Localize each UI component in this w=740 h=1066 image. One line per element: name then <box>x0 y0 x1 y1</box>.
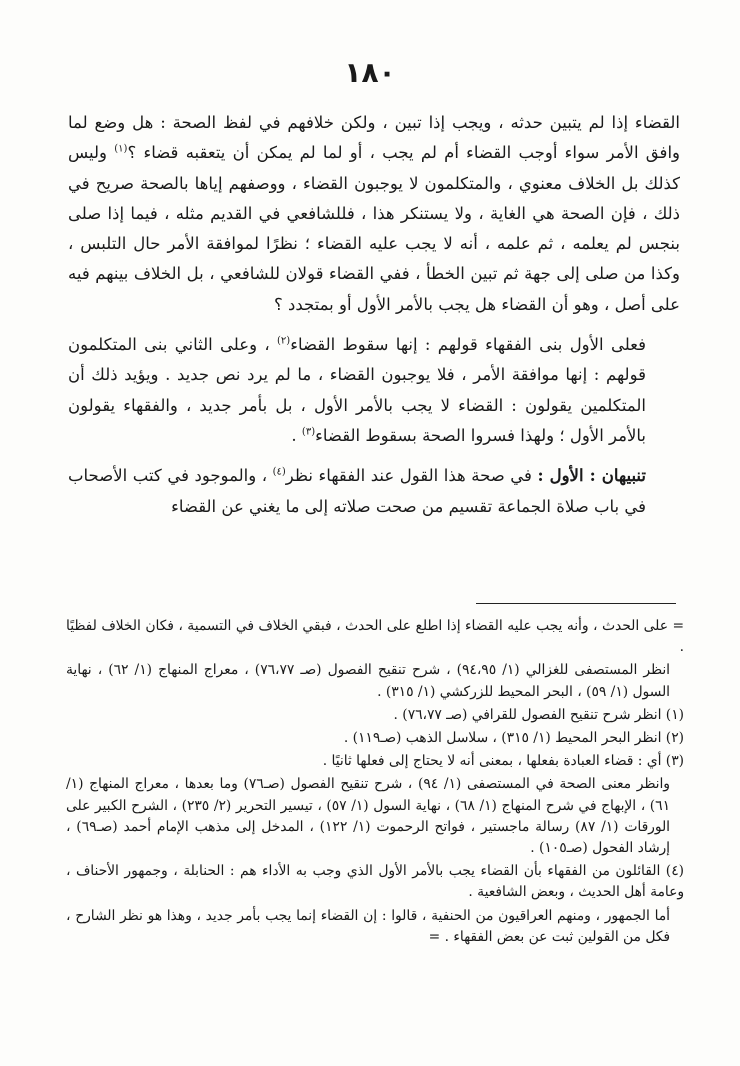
paragraph-2-part-a: فعلى الأول بنى الفقهاء قولهم : إنها سقوط القضاء <box>290 335 647 355</box>
paragraph-3 <box>68 461 680 522</box>
paragraph-1-text: القضاء إذا لم يتبين حدثه ، ويجب إذا تبين ، ولكن خلافهم في لفظ الصحة : هل وضع لما وافق الأمر سواء أوجب القضاء أم لم يجب ، أو لما لم يمكن أن يتعقبه قضاء ؟ <box>68 113 680 163</box>
footnote-4: (٤) القائلون من الفقهاء بأن القضاء يجب بالأمر الأول الذي وجب به الأداء هم : الحنابلة ، وجمهور الأحناف ، وعامة أهل الحديث ، وبعض الشافعية . <box>66 863 684 901</box>
paragraph-1 <box>68 108 680 320</box>
footnote-ref-3: (٣) <box>301 426 316 438</box>
footnote-ref-1: (١) <box>114 143 128 155</box>
page-number: ١٨٠ <box>344 56 396 89</box>
main-text <box>68 108 680 522</box>
footnote-ref-4: (٤) <box>272 466 286 478</box>
footnote-1: (١) انظر شرح تنقيح الفصول للقرافي (صـ ٧٦،٧٧) . <box>393 706 684 723</box>
paragraph-3-part-a: في صحة هذا القول عند الفقهاء نظر <box>285 466 538 486</box>
footnotes <box>66 616 684 948</box>
footnote-3: (٣) أي : قضاء العبادة بفعلها ، بمعنى أنه لا يحتاج إلى فعلها ثانيًا . <box>322 753 684 770</box>
paragraph-3-part-b: ، والموجود في كتب الأصحاب في باب صلاة الجماعة تقسيم من صحت صلاته إلى ما يغني عن القضاء <box>68 466 646 516</box>
footnote-4-more: أما الجمهور ، ومنهم العراقيون من الحنفية ، قالوا : إن القضاء إنما يجب بأمر جديد ، وهذا هو نظر الشارح ، فكل من القولين ثبت عن بعض الفقهاء . = <box>66 907 670 945</box>
footnote-continuation-refs: انظر المستصفى للغزالي (١/ ٩٤،٩٥) ، شرح تنقيح الفصول (صـ ٧٦،٧٧) ، معراج المنهاج (١/ ٦٢) ، نهاية السول (١/ ٥٩) ، البحر المحيط للزركشي (١/ ٣١٥) . <box>66 662 670 700</box>
footnote-2: (٢) انظر البحر المحيط (١/ ٣١٥) ، سلاسل الذهب (صـ١١٩) . <box>343 730 684 747</box>
paragraph-2 <box>68 330 680 451</box>
paragraph-2-part-b: ، وعلى الثاني بنى المتكلمون قولهم : إنها موافقة الأمر ، فلا يوجبون القضاء ، ما لم يرد نص جديد . ويؤيد ذلك أن المتكلمين يقولون : القضاء لا يجب بالأمر الأول ، بل بأمر جديد ، والفقهاء يقولون بالأمر الأول ؛ ولهذا فسروا الصحة بسقوط القضاء <box>68 335 646 445</box>
paragraph-1-rest: وليس كذلك بل الخلاف معنوي ، والمتكلمون لا يوجبون القضاء ، ووصفهم إياها بالصحة صريح في ذلك ، فإن الصحة هي الغاية ، ولا يستنكر هذا ، فللشافعي في القديم مثله ، فيما إذا صلى بنجس لم يعلمه ، ثم علمه ، أنه لا يجب عليه القضاء ؛ نظرًا لموافقة الأمر حال التلبس ، وكذا من صلى إلى جهة ثم تبين الخطأ ، ففي القضاء قولان للشافعي ، بل الخلاف بينهم فيه على أصل ، وهو أن القضاء هل يجب بالأمر الأول أو بمتجدد ؟ <box>68 143 680 314</box>
tanbih-heading: تنبيهان : الأول : <box>537 466 646 486</box>
footnote-3-refs: وانظر معنى الصحة في المستصفى (١/ ٩٤) ، شرح تنقيح الفصول (صـ٧٦) وما بعدها ، معراج المنهاج (١/ ٦١) ، الإبهاج في شرح المنهاج (١/ ٦٨) ، نهاية السول (١/ ٥٧) ، تيسير التحرير (٢/ ٢٣٥) ، الشرح الكبير على الورقات (١/ ٨٧) رسالة ماجستير ، فواتح الرحموت (١/ ١٢٢) ، المدخل إلى مذهب الإمام أحمد (صـ٦٩) ، إرشاد الفحول (صـ١٠٥) . <box>66 776 670 857</box>
footnote-ref-2: (٢) <box>277 335 291 347</box>
footnote-continuation: = على الحدث ، وأنه يجب عليه القضاء إذا اطلع على الحدث ، فبقي الخلاف في التسمية ، فكان الخلاف لفظيًا . <box>66 618 684 656</box>
footnote-divider <box>476 603 676 604</box>
paragraph-2-part-c: . <box>291 425 302 445</box>
